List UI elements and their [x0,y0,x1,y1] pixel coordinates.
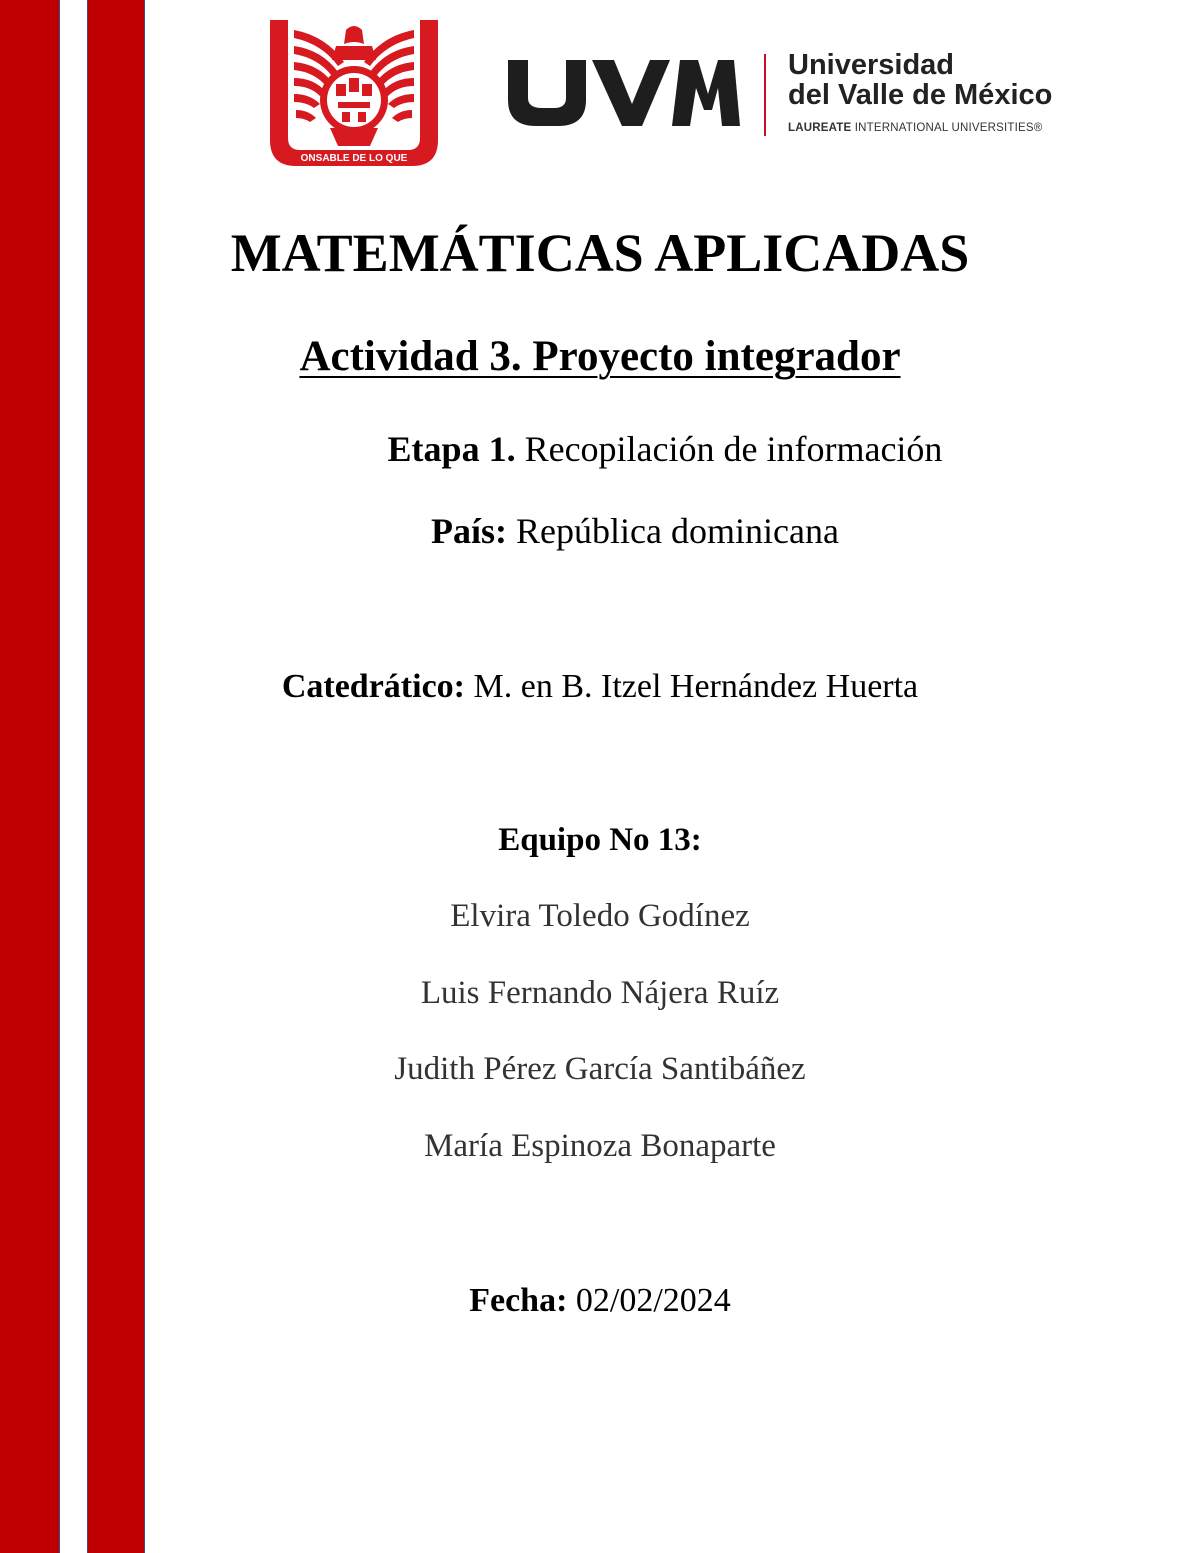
university-seal-logo [266,16,442,166]
stage-value: Recopilación de información [515,429,943,469]
country-value: República dominicana [507,511,839,551]
professor-line [0,668,1200,706]
date-label: Fecha: [469,1282,568,1319]
team-member: Judith Pérez García Santibáñez [394,1051,806,1087]
uvm-name-line2: del Valle de México [788,79,1053,111]
stage-line [65,428,1200,470]
activity-title: Actividad 3. Proyecto integrador [299,333,901,380]
professor-label: Catedrático: [281,668,465,705]
country-line [35,510,1200,552]
professor-value: M. en B. Itzel Hernández Huerta [465,668,919,705]
country-label: País: [431,511,508,551]
document-title: MATEMÁTICAS APLICADAS [230,223,970,283]
uvm-network: LAUREATE INTERNATIONAL UNIVERSITIES® [788,122,1043,134]
date-value: 02/02/2024 [567,1282,731,1319]
uvm-wordmark [508,60,740,126]
uvm-name [788,50,1052,110]
uvm-logo [508,50,1108,150]
team-label: Equipo No 13: [498,822,702,858]
uvm-name-line1: Universidad [788,49,954,81]
stage-label: Etapa 1. [387,429,516,469]
team-member: María Espinoza Bonaparte [424,1128,776,1164]
uvm-divider [764,54,766,136]
seal-motto: ONSABLE DE LO QUE [300,153,408,164]
date-line [0,1282,1200,1320]
team-member: Luis Fernando Nájera Ruíz [420,975,780,1011]
team-member: Elvira Toledo Godínez [450,898,750,934]
